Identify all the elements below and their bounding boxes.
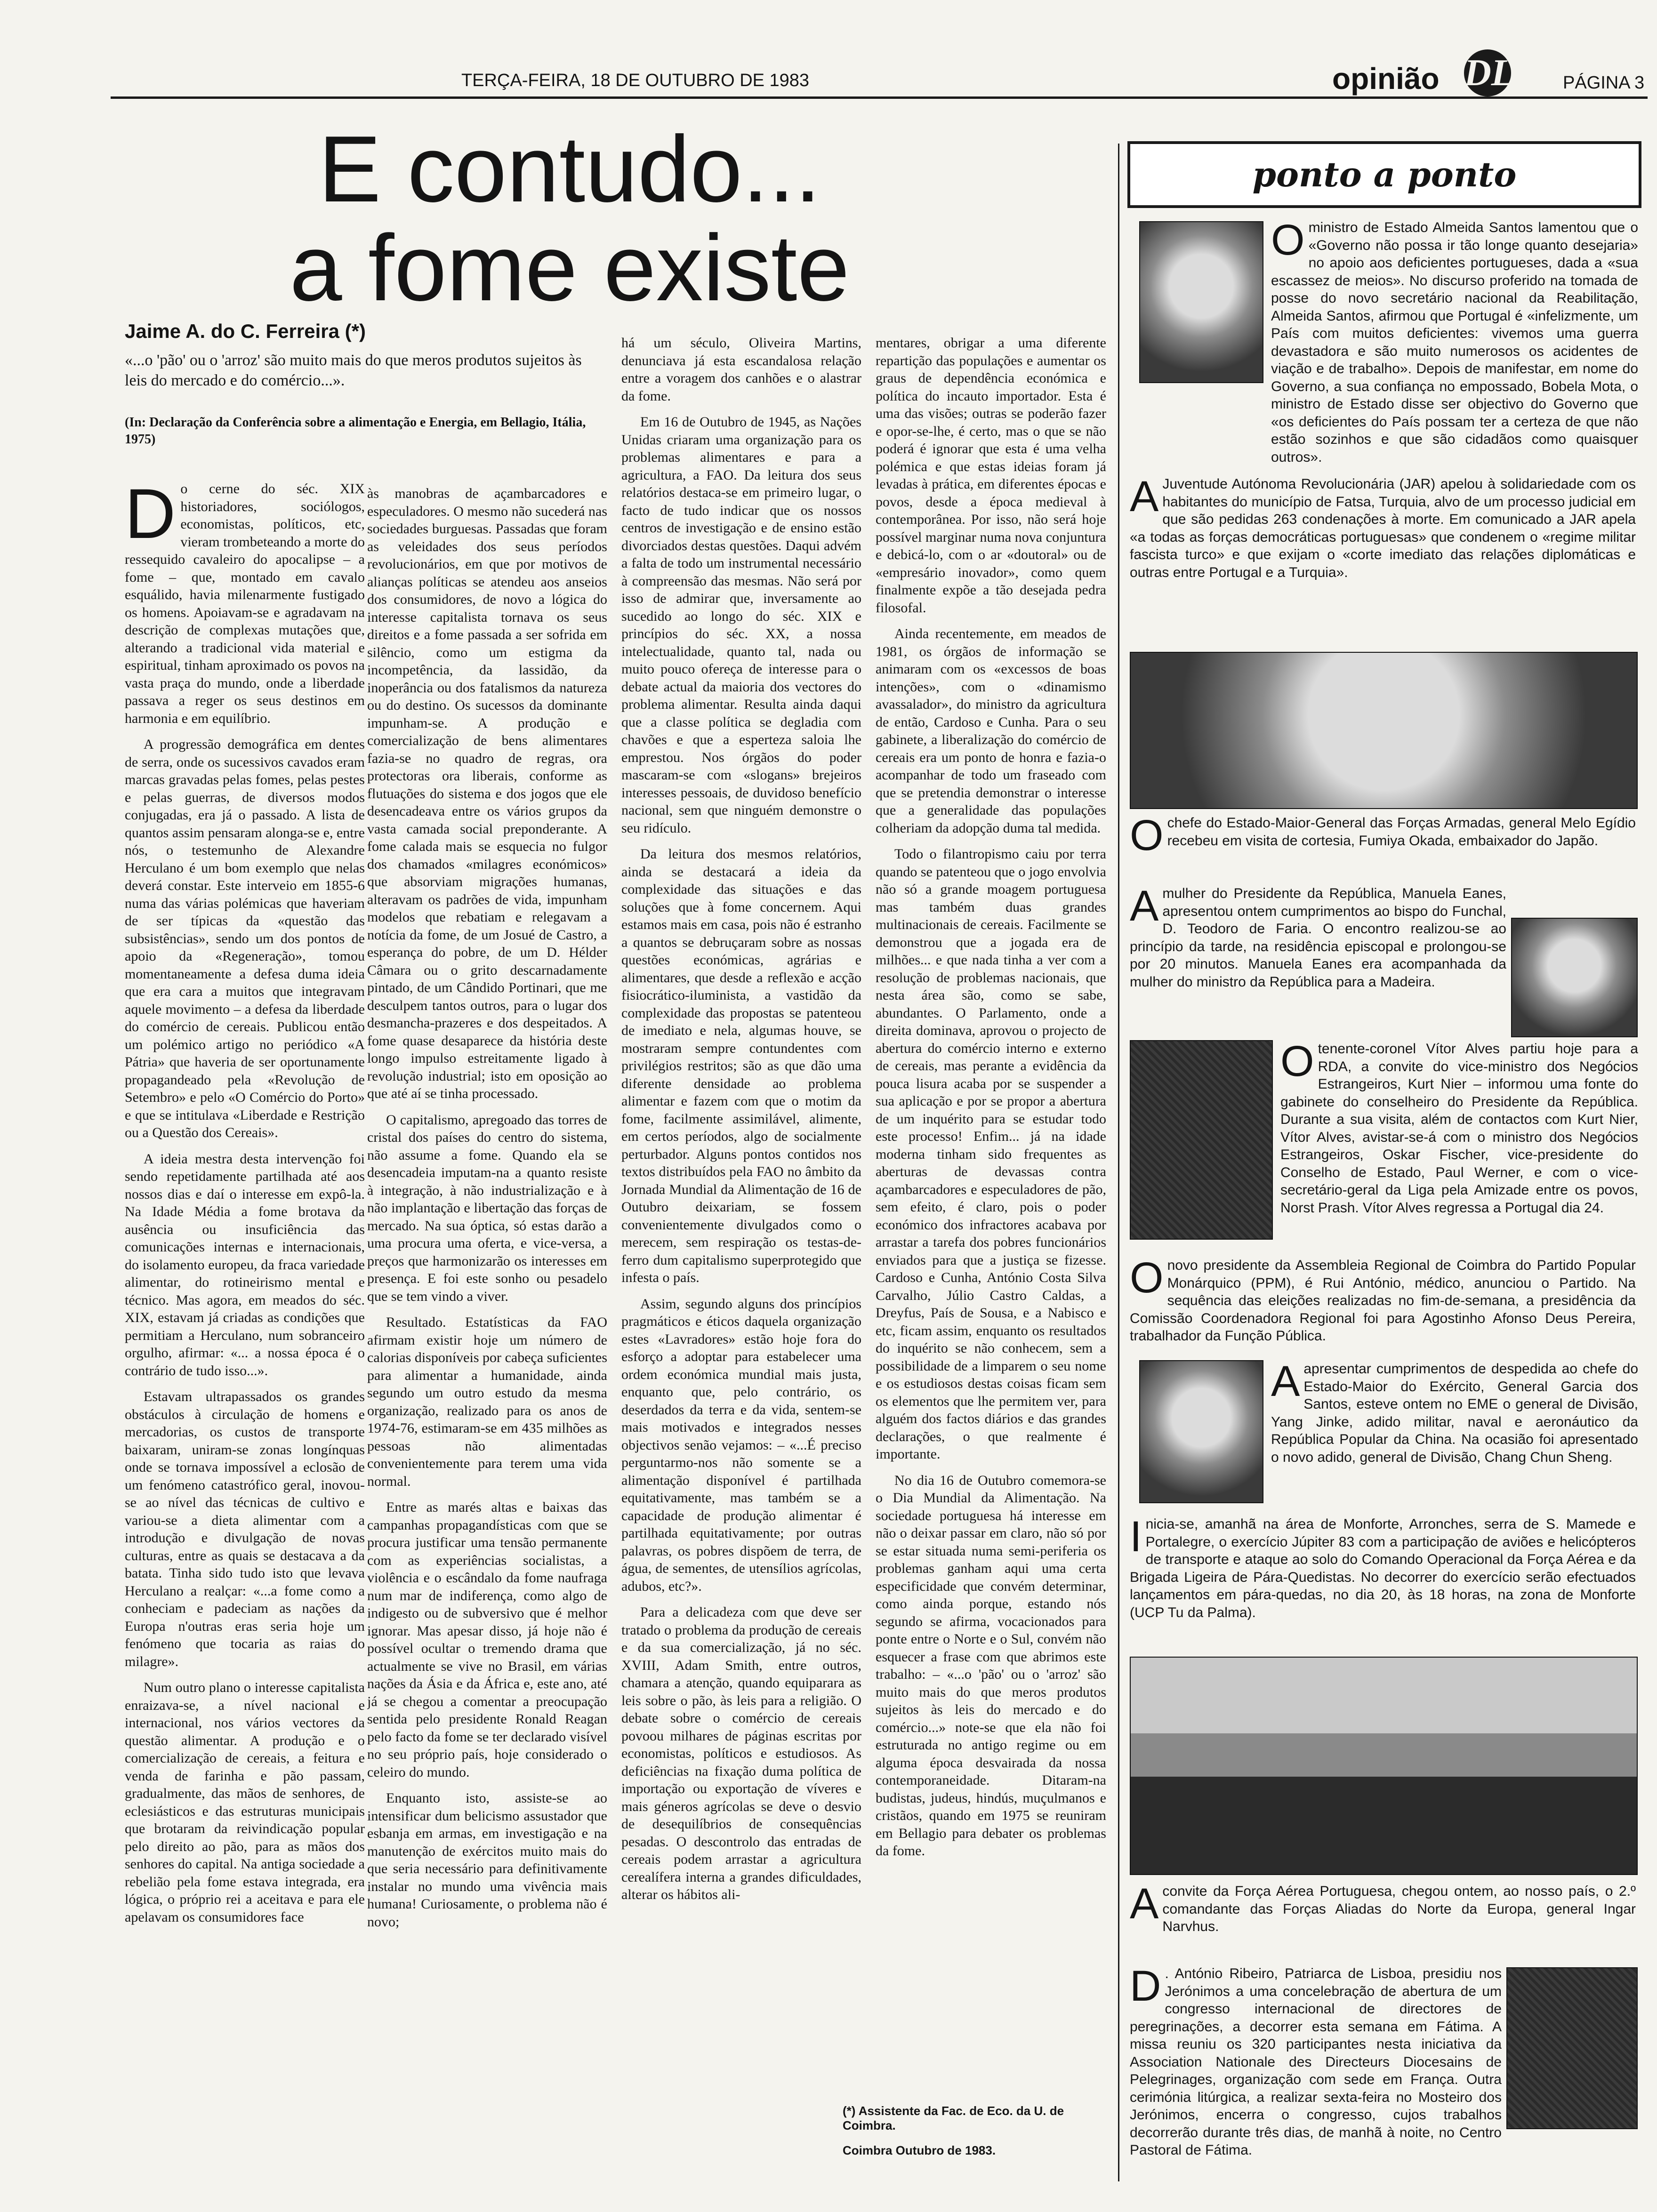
photo-antonio-ribeiro xyxy=(1506,1967,1638,2129)
news-brief: A Juventude Autónoma Revolucionária (JAR) apelou à solidariedade com os habitantes do município de Fatsa, Turquia, alvo de um processo judicial em que são pedidas 263 condenações à morte. Em comunicado a JAR apela «a todas as forças democráticas portuguesas» que condenem o «regime militar fascista turco» e que exijam o «corte imediato das relações diplomáticas e outras entre Portugal e a Turquia». xyxy=(1130,475,1636,580)
article-paragraph: mentares, obrigar a uma diferente repartição das populações e aumentar os graus de dependência económica e política do incauto importador. Esta é uma das visões; outras se poderão fazer e opor-se-lhe, é certo, mas o que se não poderá é ignorar que esta é uma velha polémica e que estas ideias foram já levadas à prática, em diferentes épocas e povos, desde a época medieval à contemporânea. Por isso, não será hoje possível marginar numa nova conjuntura e debicá-lo, com o ar «doutoral» ou de «empresário inovador», como quem finalmente expõe a tão desejada pedra filosofal. xyxy=(876,335,1106,616)
page-date: TERÇA-FEIRA, 18 DE OUTUBRO DE 1983 xyxy=(461,71,810,90)
article-paragraph: Da leitura dos mesmos relatórios, ainda se destacará a ideia da complexidade das situações e das soluções que à fome concernem. Aqui estamos mais em casa, pois não é estranho a quantos se debruçaram sobre as nossas questões económicas, agrárias e alimentares, que desde a reflexão e acção fisiocrático-iluminista, a vastidão da complexidade das propostas se patenteou de imediato e nela, algumas houve, se mostraram sempre contundentes com privilégios restritos; são as que dão uma diferente densidade ao problema alimentar e fazem com que o motim da fome, facilmente assimilável, alimente, em certos períodos, algo de socialmente perturbador. Alguns pontos contidos nos textos distribuídos pela FAO no âmbito da Jornada Mundial da Alimentação de 16 de Outubro deixariam, se fossem convenientemente divulgados como o merecem, sem respiração os testas-de-ferro dum capitalismo superprotegido que infesta o país. xyxy=(621,846,861,1285)
article-column-3 xyxy=(621,334,861,2184)
page-number: PÁGINA 3 xyxy=(1563,73,1645,93)
news-brief: O novo presidente da Assembleia Regional de Coimbra do Partido Popular Monárquico (PPM), é Rui António, médico, anunciou o Partido. Na sequência das eleições realizadas no fim-de-semana, a presidência da Comissão Coordenadora Regional foi para Agostinho Afonso Deus Pereira, trabalhador da Função Pública. xyxy=(1130,1257,1636,1344)
news-brief: O chefe do Estado-Maior-General das Forças Armadas, general Melo Egídio recebeu em visita de cortesia, Fumiya Okada, embaixador do Japão. xyxy=(1130,814,1636,859)
news-brief: O ministro de Estado Almeida Santos lamentou que o «Governo não possa ir tão longe quanto desejaria» no apoio aos deficientes portugueses, dada a «sua escassez de meios». No discurso proferido na tomada de posse do novo secretário nacional da Reabilitação, Almeida Santos, afirmou que Portugal é «infelizmente, um País com muitos deficientes: vivemos uma guerra devastadora e são muito numerosos os acidentes de viação e de trabalho». Depois de manifestar, em nome do Governo, a sua confiança no empossado, Bobela Mota, o ministro de Estado disse ser objectivo do Governo que «os deficientes do País possam ter a certeza de que não estão sozinhos e que são cidadãos como quaisquer outros». xyxy=(1271,219,1638,465)
news-brief: Inicia-se, amanhã na área de Monforte, Arronches, serra de S. Mamede e Portalegre, o exercício Júpiter 83 com a participação de aviões e helicópteros de transporte e ataque ao solo do Comando Operacional da Força Aérea e da Brigada Ligeira de Pára-Quedistas. No decorrer do exercício serão efectuados lançamentos em pára-quedas, no dia 20, às 18 horas, na zona de Monforte (UCP Tu da Palma). xyxy=(1130,1515,1636,1620)
photo-almeida-santos xyxy=(1139,221,1263,383)
article-paragraph: Para a delicadeza com que deve ser tratado o problema da produção de cereais e da sua comercialização, já no séc. XVIII, Adam Smith, entre outros, chamara a atenção, quando equiparara as leis sobre o pão, às leis para a religião. O debate sobre o comércio de cereais povoou milhares de páginas escritas por economistas, políticos e estudiosos. As deficiências na fixação duma política de importação ou exportação de víveres e mais géneros agrícolas se deve o desvio de desequilíbrios de consequências pesadas. O descontrolo das entradas de cereais podem arrastar a agricultura cerealífera interna a grandes dificuldades, alterar os hábitos ali- xyxy=(621,1604,861,1902)
article-paragraph: Estavam ultrapassados os grandes obstáculos à circulação de homens e mercadorias, os custos de transporte baixaram, uniram-se zonas longínquas onde se tornava impossível a eclosão de um fenómeno catastrófico geral, inovou-se ao nível das técnicas de cultivo e variou-se a dieta alimentar com a introdução e divulgação de novas culturas, entre as quais se destacava a da batata. Tinha sido tudo isto que levava Herculano a realçar: «...a fome como a conheciam e padeciam as nações da Europa n'outras eras seria hoje um fenómeno que tocaria as raias do milagre». xyxy=(125,1389,365,1669)
newspaper-logo: DL xyxy=(1464,49,1511,96)
ponto-a-ponto-header xyxy=(1127,141,1641,208)
article-paragraph: há um século, Oliveira Martins, denunciava já esta escandalosa relação entre a voragem dos canhões e o alastrar da fome. xyxy=(621,335,861,404)
article-paragraph: A ideia mestra desta intervenção foi sendo repetidamente partilhada até aos nossos dias e daí o interesse em expô-la. Na Idade Média a fome brotava da ausência ou insuficiência das comunicações internas e internacionais, do isolamento europeu, da fraca variedade alimentar, do rotineirismo mental e técnico. Mas agora, em meados do séc. XIX, estavam já criadas as condições que permitiam a Herculano, num sobranceiro orgulho, afirmar: «... a nossa época é o contrário de tudo isso...». xyxy=(125,1151,365,1378)
article-paragraph: No dia 16 de Outubro comemora-se o Dia Mundial da Alimentação. Na sociedade portuguesa há interesse em não o deixar passar em claro, não só por se estar situada numa semi-periferia os problemas ganham aqui uma certa especificidade que convém determinar, como ainda porque, estando nós segundo se afirma, vocacionados para ponte entre o Norte e o Sul, convém não esquecer a frase com que abrimos este trabalho: – «...o 'pão' ou o 'arroz' são muito mais do que meros produtos sujeitos às leis do mercado e do comércio...» note-se que ela não foi estruturada no antigo regime ou em alguma época desvairada da nossa contemporaneidade. Ditaram-na budistas, judeus, hindús, muçulmanos e cristãos, quando em 1975 se reuniram em Bellagio para debater os problemas da fome. xyxy=(876,1472,1106,1859)
author-affiliation: (*) Assistente da Fac. de Eco. da U. de Coimbra. xyxy=(843,2104,1064,2132)
article-dropcap: D xyxy=(125,480,176,553)
article-paragraph: O capitalismo, apregoado das torres de cristal dos países do centro do sistema, não assume a fome. Quando ela se desencadeia imputam-na a quanto resiste à integração, à não industrialização e à não implantação e libertação das forças de mercado. Na sua óptica, só estas darão a uma procura uma oferta, e vice-versa, a preços que harmonizarão os interesses em presença. E foi este sonho ou pesadelo que se tem vindo a viver. xyxy=(367,1112,607,1304)
news-brief: O tenente-coronel Vítor Alves partiu hoje para a RDA, a convite do vice-ministro dos Negócios Estrangeiros, Kurt Nier – informou uma fonte do gabinete do conselheiro do Presidente da República. Durante a sua visita, além de contactos com Kurt Nier, Vítor Alves, avistar-se-á com o ministro dos Negócios Estrangeiros, Oskar Fischer, vice-presidente do Conselho de Estado, Paul Werner, e com o vice-secretário-geral da Liga pela Amizade entre os povos, Norst Prash. Vítor Alves regressa a Portugal dia 24. xyxy=(1280,1040,1638,1216)
headline-line-1: E contudo... xyxy=(318,117,821,222)
news-brief: A mulher do Presidente da República, Manuela Eanes, apresentou ontem cumprimentos ao bispo do Funchal, D. Teodoro de Faria. O encontro realizou-se ao princípio da tarde, na residência episcopal e prolongou-se por 20 minutos. Manuela Eanes era acompanhada da mulher do ministro da República para a Madeira. xyxy=(1130,885,1506,990)
photo-vitor-alves xyxy=(1130,1040,1273,1240)
headline-line-2: a fome existe xyxy=(290,216,850,321)
article-dateline: Coimbra Outubro de 1983. xyxy=(843,2143,996,2157)
article-paragraph: Em 16 de Outubro de 1945, as Nações Unidas criaram uma organização para os problemas alimentares e para a agricultura, a FAO. Da leitura dos seus relatórios destaca-se em primeiro lugar, o facto de tudo indicar que os nossos centros de investigação e de ensino estão divorciados destas questões. Daqui advém a falta de todo um instrumental necessário à compreensão das mesmas. Não será por isso de admirar que, inversamente ao sucedido ao longo do séc. XIX e princípios do séc. XX, a nossa intelectualidade, quanto tal, nada ou muito pouco ofereça de interesse para o debate actual da maioria dos vectores do problema alimentar. Resulta ainda daqui que a classe política se degladia com chavões e que a esperteza saloia lhe emprestou. Nos órgãos do poder mascaram-se com «slogans» brejeiros interesses pessoais, de duvidoso benefício nacional, sem que ninguém demonstre o seu ridículo. xyxy=(621,414,861,836)
article-paragraph: Resultado. Estatísticas da FAO afirmam existir hoje um número de calorias disponíveis por cabeça suficientes para alimentar a humanidade, ainda segundo um outro estudo da mesma organização, realizado para os anos de 1974-76, estimaram-se em 435 milhões as pessoas não alimentadas convenientemente para terem uma vida normal. xyxy=(367,1314,607,1489)
article-column-1 xyxy=(125,480,365,2184)
article-column-2 xyxy=(367,485,607,2184)
article-paragraph: Ainda recentemente, em meados de 1981, os órgãos de informação se animaram com os «excessos de boas intenções», com o «dinamismo avassalador», do ministro da agricultura de então, Cardoso e Cunha. Para o seu gabinete, a liberalização do comércio de cereais era um ponto de honra e fazia-o acompanhar de todo um fraseado com que se pretendia demonstrar o interesse que a generalidade das populações colheriam da adopção duma tal medida. xyxy=(876,626,1106,836)
article-paragraph: Assim, segundo alguns dos princípios pragmáticos e éticos daquela organização estes «Lavradores» estão hoje fora do esforço a adoptar para estabelecer uma ordem económica mundial mais justa, enquanto que, pelo contrário, os deserdados da terra e da vida, sentem-se mais motivados e integrados nesses objectivos senão vejamos: – «...É preciso perguntarmo-nos não somente se a alimentação disponível é partilhada equitativamente, mas também se a capacidade de produção alimentar é partilhada equitativamente; por outras palavras, os pobres dispõem de terra, de água, de sementes, de utensílios agrícolas, adubos, etc?». xyxy=(621,1296,861,1594)
byline: Jaime A. do C. Ferreira (*) xyxy=(125,320,366,342)
ponto-a-ponto-title: ponto a ponto xyxy=(1252,154,1517,194)
news-brief: D . António Ribeiro, Patriarca de Lisboa, presidiu nos Jerónimos a uma concelebração de abertura de um congresso internacional de directores de peregrinações, a decorrer esta semana em Fátima. A missa reuniu os 320 participantes nesta iniciativa da Association Nationale des Directeurs Diocesains de Pelegrinages, organização com sede em França. Outra cerimónia litúrgica, a realizar sexta-feira no Mosteiro dos Jerónimos, encerra o congresso, cujos trabalhos decorrerão durante três dias, de manhã à noite, no Centro Pastoral de Fátima. xyxy=(1130,1965,1502,2158)
masthead-rule xyxy=(111,96,1648,99)
article-paragraph: às manobras de açambarcadores e especuladores. O mesmo não sucederá nas sociedades burguesas. Passadas que foram as veleidades dos seus períodos revolucionários, em que por motivos de alianças políticas se atendeu aos anseios dos consumidores, de novo a lógica do interesse capitalista tornava os seus direitos e a fome passada a ser sofrida em silêncio, como um estigma da incompetência, da lassidão, da inoperância ou dos fatalismos da natureza ou do destino. Os sucessos da dominante impunham-se. A produção e comercialização de bens alimentares fazia-se no quadro de regras, ora protectoras ora liberais, conforme as flutuações do sistema e dos jogos que ele desencadeava entre os vários grupos da vasta camada social preponderante. A fome calada mais se esquecia no fulgor dos chamados «milagres económicos» que absorviam migrações humanas, alteravam os padrões de vida, impunham modelos que rebatiam e relegavam a notícia da fome, de um Josué de Castro, a esperança do pobre, de um D. Hélder Câmara ou o grito descarnadamente pintado, de um Cândido Portinari, que me desculpem tantos outros, para o lugar dos desmancha-prazeres e dos despeitados. A fome quase desaparece da história deste longo impulso estreitamente ligado à revolução industrial; isto em oposição ao que até aí se tinha processado. xyxy=(367,486,607,1101)
article-column-4 xyxy=(876,334,1106,2094)
photo-melo-egidio-okada xyxy=(1130,652,1638,809)
news-brief: A apresentar cumprimentos de despedida ao chefe do Estado-Maior do Exército, General Garcia dos Santos, esteve ontem no EME o general de Divisão, Yang Jinke, adido militar, naval e aeronáutico da República Popular da China. Na ocasião foi apresentado o novo adido, general de Divisão, Chang Chun Sheng. xyxy=(1271,1360,1638,1465)
article-paragraph: Enquanto isto, assiste-se ao intensificar dum belicismo assustador que esbanja em armas, em investigação e na manutenção de exércitos muito mais do que seria necessário para definitivamente instalar no mundo uma vivência mais humana! Curiosamente, o problema não é novo; xyxy=(367,1790,607,1930)
section-name: opinião xyxy=(1332,62,1440,96)
article-paragraph: Todo o filantropismo caiu por terra quando se patenteou que o jogo envolvia não só a grande moagem portuguesa mas também duas grandes multinacionais de cereais. Facilmente se demonstrou que a jogada era de milhões... e que nada tinha a ver com a resolução de problemas nacionais, que nesta área são, como se sabe, abundantes. O Parlamento, onde a direita dominava, aprovou o projecto de abertura do comércio interno e externo de cereais, mas perante a evidência da pouca lisura acaba por se suspender a sua aplicação e por se propor a abertura de um inquérito para se estudar todo este processo! Enfim... já na idade moderna tinham sido frequentes as aberturas de devassas contra açambarcadores e especuladores de pão, sem efeito, é claro, pois o poder económico dos infractores acabava por arrastar a tarefa dos pobres funcionários enviados para que a justiça se fizesse. Cardoso e Cunha, António Costa Silva Carvalho, Júlio Castro Caldas, a Dreyfus, País de Sousa, e a Nabisco e etc, ficam assim, enquanto os resultados do inquérito se não conhecem, sem a possibilidade de a limparem o seu nome e os estudiosos destas coisas ficam sem os elementos que lhe permitem ver, para alguém dos factos diários e das grandes declarações, o que realmente é importante. xyxy=(876,846,1106,1462)
photo-general xyxy=(1139,1360,1263,1503)
photo-military-parade xyxy=(1130,1657,1638,1875)
photo-manuela-eanes xyxy=(1511,918,1638,1037)
epigraph-source: (In: Declaração da Conferência sobre a alimentação e Energia, em Bellagio, Itália, 1975) xyxy=(125,415,586,447)
article-paragraph: Do cerne do séc. XIX historiadores, sociólogos, economistas, políticos, etc, vieram trombeteando a morte do ressequido cavaleiro do apocalipse – a fome – que, montado em cavalo esquálido, havia milenarmente fustigado os homens. Apoiavam-se e agradavam na descrição de complexas mutações que, alterando a tradicional vida material e espiritual, tinham aproximado os povos na vasta praça do mundo, onde a liberdade passava a reger os seus destinos em harmonia e em equilíbrio. xyxy=(125,480,365,726)
article-paragraph: A progressão demográfica em dentes de serra, onde os sucessivos cavados eram marcas gravadas pelas fomes, pelas pestes e pelas guerras, de diversos modos conjugadas, era já o passado. A lista de quantos assim pensaram alonga-se e, entre nós, o testemunho de Alexandre Herculano é um bom exemplo que nelas deverá constar. Este interveio em 1855-6 numa das várias polémicas que haveriam de ser típicas da «questão das subsistências», sendo um dos pontos de apoio da «Regeneração», tomou momentaneamente a defesa duma ideia que era cara a muitos que integravam aquele movimento – a defesa da liberdade do comércio de cereais. Publicou então um polémico artigo no periódico «A Pátria» que haveria de ser oportunamente propagandeado pela «Revolução de Setembro» e pelo «O Comércio do Porto» e que se intitulava «Liberdade e Restrição ou a Questão dos Cereais». xyxy=(125,737,365,1140)
column-divider xyxy=(1118,144,1119,2181)
article-paragraph: Num outro plano o interesse capitalista enraizava-se, a nível nacional e internacional, nos vários vectores da questão alimentar. A produção e o comercialização de cereais, a feitura e venda de farinha e pão passam, gradualmente, das mãos de senhores, de eclesiásticos e das estruturas municipais que brotaram da reivindicação popular pelo direito ao pão, para as mãos dos senhores do capital. Na antiga sociedade a rebelião pela fome estava integrada, era lógica, o próprio rei a aceitava e para ele apelavam os consumidores face xyxy=(125,1680,365,1925)
author-notes xyxy=(843,2104,1097,2168)
epigraph: «...o 'pão' ou o 'arroz' são muito mais do que meros produtos sujeitos às leis do mercado e do comércio...». xyxy=(125,352,582,389)
news-brief: A convite da Força Aérea Portuguesa, chegou ontem, ao nosso país, o 2.º comandante das Forças Aliadas do Norte da Europa, general Ingar Narvhus. xyxy=(1130,1883,1636,1934)
article-paragraph: Entre as marés altas e baixas das campanhas propagandísticas com que se procura justificar uma tensão permanente com as experiências socialistas, a violência e o escândalo da fome naufraga num mar de indiferença, como algo de indigesto ou de subversivo que é melhor ignorar. Mas apesar disso, já hoje não é possível ocultar o tremendo drama que actualmente se vive no Brasil, em várias nações da Ásia e da África e, este ano, até já se chegou a comentar a preocupação sentida pelo presidente Ronald Reagan pelo facto da fome se ter declarado visível no seu próprio país, hoje considerado o celeiro do mundo. xyxy=(367,1499,607,1780)
